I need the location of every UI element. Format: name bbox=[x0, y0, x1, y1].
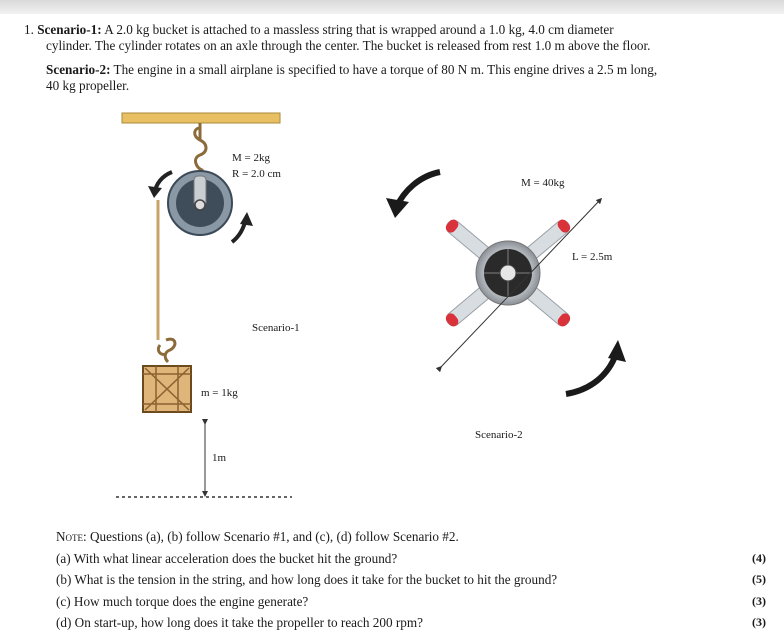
height-label: 1m bbox=[212, 452, 227, 464]
torque-arrow-top-head bbox=[386, 198, 409, 218]
scenario-2-label: Scenario-2: bbox=[46, 62, 111, 77]
rotation-arrow-right-head bbox=[240, 212, 253, 226]
hub-center bbox=[500, 265, 516, 281]
question-c bbox=[56, 594, 766, 610]
ceiling-beam bbox=[122, 113, 280, 123]
question-b-points: (5) bbox=[752, 572, 766, 586]
note-text: Questions (a), (b) follow Scenario #1, and (c), (d) follow Scenario #2. bbox=[86, 529, 459, 544]
question-b bbox=[56, 572, 766, 588]
scenario-1-caption: Scenario-1 bbox=[252, 322, 300, 334]
bucket-mass-label: m = 1kg bbox=[201, 387, 238, 399]
question-d-text: (d) On start-up, how long does it take the propeller to reach 200 rpm? bbox=[56, 615, 423, 630]
question-c-text: (c) How much torque does the engine generate? bbox=[56, 594, 309, 609]
length-dimension bbox=[440, 200, 600, 368]
question-a-text: (a) With what linear acceleration does the bucket hit the ground? bbox=[56, 551, 398, 566]
note-prefix: Note: bbox=[56, 529, 87, 544]
scenario-1-line-1: A 2.0 kg bucket is attached to a massless string that is wrapped around a 1.0 kg, 4.0 cm diameter bbox=[104, 22, 614, 37]
hanger-hook bbox=[195, 123, 206, 178]
rotation-arrow-left-head bbox=[148, 186, 162, 198]
propeller-length-label: L = 2.5m bbox=[572, 251, 613, 263]
scenario-2-caption: Scenario-2 bbox=[475, 429, 523, 441]
question-d bbox=[56, 615, 766, 631]
bucket-hook bbox=[158, 339, 175, 362]
scenario-1-label: Scenario-1: bbox=[37, 22, 102, 37]
scenario-2-line-2: 40 kg propeller. bbox=[46, 78, 130, 93]
question-a-points: (4) bbox=[752, 551, 766, 565]
note bbox=[56, 529, 459, 545]
question-d-points: (3) bbox=[752, 615, 766, 629]
pulley-mass-label: M = 2kg bbox=[232, 152, 270, 164]
torque-arrow-bottom bbox=[566, 354, 616, 394]
problem-number: 1. bbox=[24, 22, 34, 37]
propeller bbox=[444, 218, 573, 329]
question-b-text: (b) What is the tension in the string, and how long does it take for the bucket to hit the ground? bbox=[56, 572, 558, 587]
question-a bbox=[56, 551, 766, 567]
pulley-axle bbox=[195, 200, 205, 210]
torque-arrow-bottom-head bbox=[608, 340, 626, 362]
scenario-2-line-1: The engine in a small airplane is specified to have a torque of 80 N m. This engine drives a 2.5 m long, bbox=[113, 62, 658, 77]
pulley-radius-label: R = 2.0 cm bbox=[232, 168, 281, 180]
question-c-points: (3) bbox=[752, 594, 766, 608]
scenario-1-line-2: cylinder. The cylinder rotates on an axle through the center. The bucket is released from rest 1.0 m above the floor. bbox=[46, 38, 651, 53]
propeller-mass-label: M = 40kg bbox=[521, 177, 565, 189]
